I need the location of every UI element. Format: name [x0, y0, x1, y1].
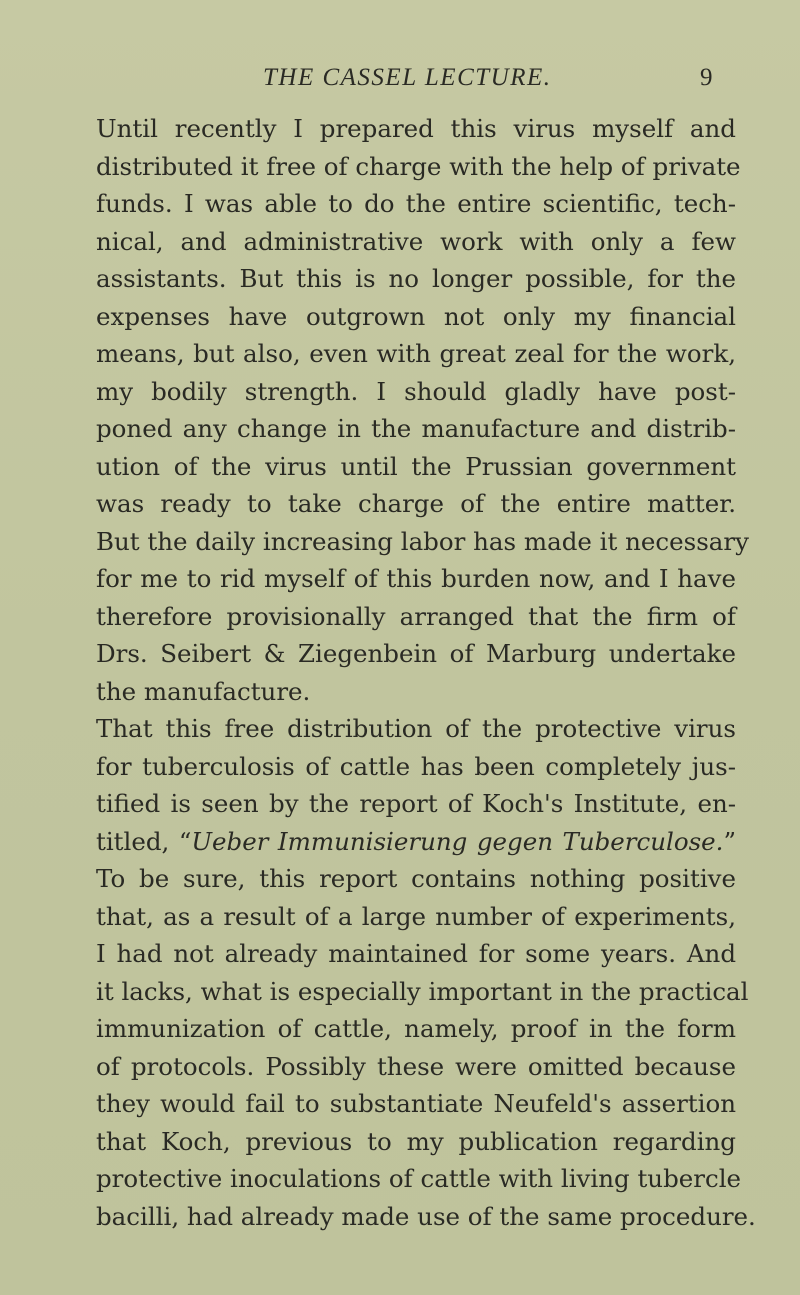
- text-line: for me to rid myself of this burden now, and I have: [96, 564, 736, 593]
- text-line: of protocols. Possibly these were omitted because: [96, 1051, 736, 1081]
- text-line: that Koch, previous to my publication regarding: [96, 1126, 736, 1156]
- text-line: I had not already maintained for some years. And: [96, 939, 736, 968]
- text-line: my bodily strength. I should gladly have post-: [96, 376, 736, 406]
- text-line: distributed it free of charge with the help of private: [96, 151, 741, 181]
- text-line: that, as a result of a large number of experiments,: [96, 901, 736, 931]
- text-line: To be sure, this report contains nothing positive: [96, 864, 736, 893]
- text-line: the manufacture.: [96, 676, 311, 706]
- text-line: protective inoculations of cattle with living tubercle: [96, 1164, 742, 1193]
- body-text: [96, 110, 756, 1235]
- text-line-with-title: [96, 823, 736, 861]
- text-line: assistants. But this is no longer possible, for the: [96, 264, 736, 293]
- page-number: 9: [700, 64, 714, 91]
- text-line: Until recently I prepared this virus myself and: [96, 114, 736, 143]
- text-line: nical, and administrative work with only a few: [96, 226, 736, 256]
- text-line: That this free distribution of the protective virus: [96, 714, 736, 743]
- text-line: therefore provisionally arranged that the firm of: [96, 601, 736, 631]
- text-line: funds. I was able to do the entire scientific, tech-: [96, 189, 736, 218]
- running-head: [0, 64, 800, 98]
- text-line: immunization of cattle, namely, proof in the form: [96, 1014, 736, 1043]
- text-line: expenses have outgrown not only my financial: [96, 301, 736, 331]
- text-fragment: ”: [723, 826, 736, 856]
- text-line: bacilli, had already made use of the same procedure.: [96, 1201, 756, 1231]
- text-line: they would fail to substantiate Neufeld's assertion: [96, 1089, 736, 1118]
- text-line: But the daily increasing labor has made it necessary: [96, 526, 749, 556]
- text-line: was ready to take charge of the entire matter.: [96, 489, 736, 518]
- text-line: Drs. Seibert & Ziegenbein of Marburg undertake: [96, 639, 736, 668]
- text-line: for tuberculosis of cattle has been completely jus-: [96, 751, 736, 781]
- text-line: means, but also, even with great zeal for the work,: [96, 339, 736, 368]
- text-line: it lacks, what is especially important in the practical: [96, 976, 749, 1006]
- text-line: tified is seen by the report of Koch's Institute, en-: [96, 789, 736, 818]
- text-fragment: titled, “: [96, 826, 192, 856]
- text-line: ution of the virus until the Prussian government: [96, 451, 736, 481]
- report-title: Ueber Immunisierung gegen Tuberculose.: [191, 826, 724, 856]
- running-title: THE CASSEL LECTURE.: [263, 64, 552, 91]
- text-line: poned any change in the manufacture and distrib-: [96, 414, 736, 443]
